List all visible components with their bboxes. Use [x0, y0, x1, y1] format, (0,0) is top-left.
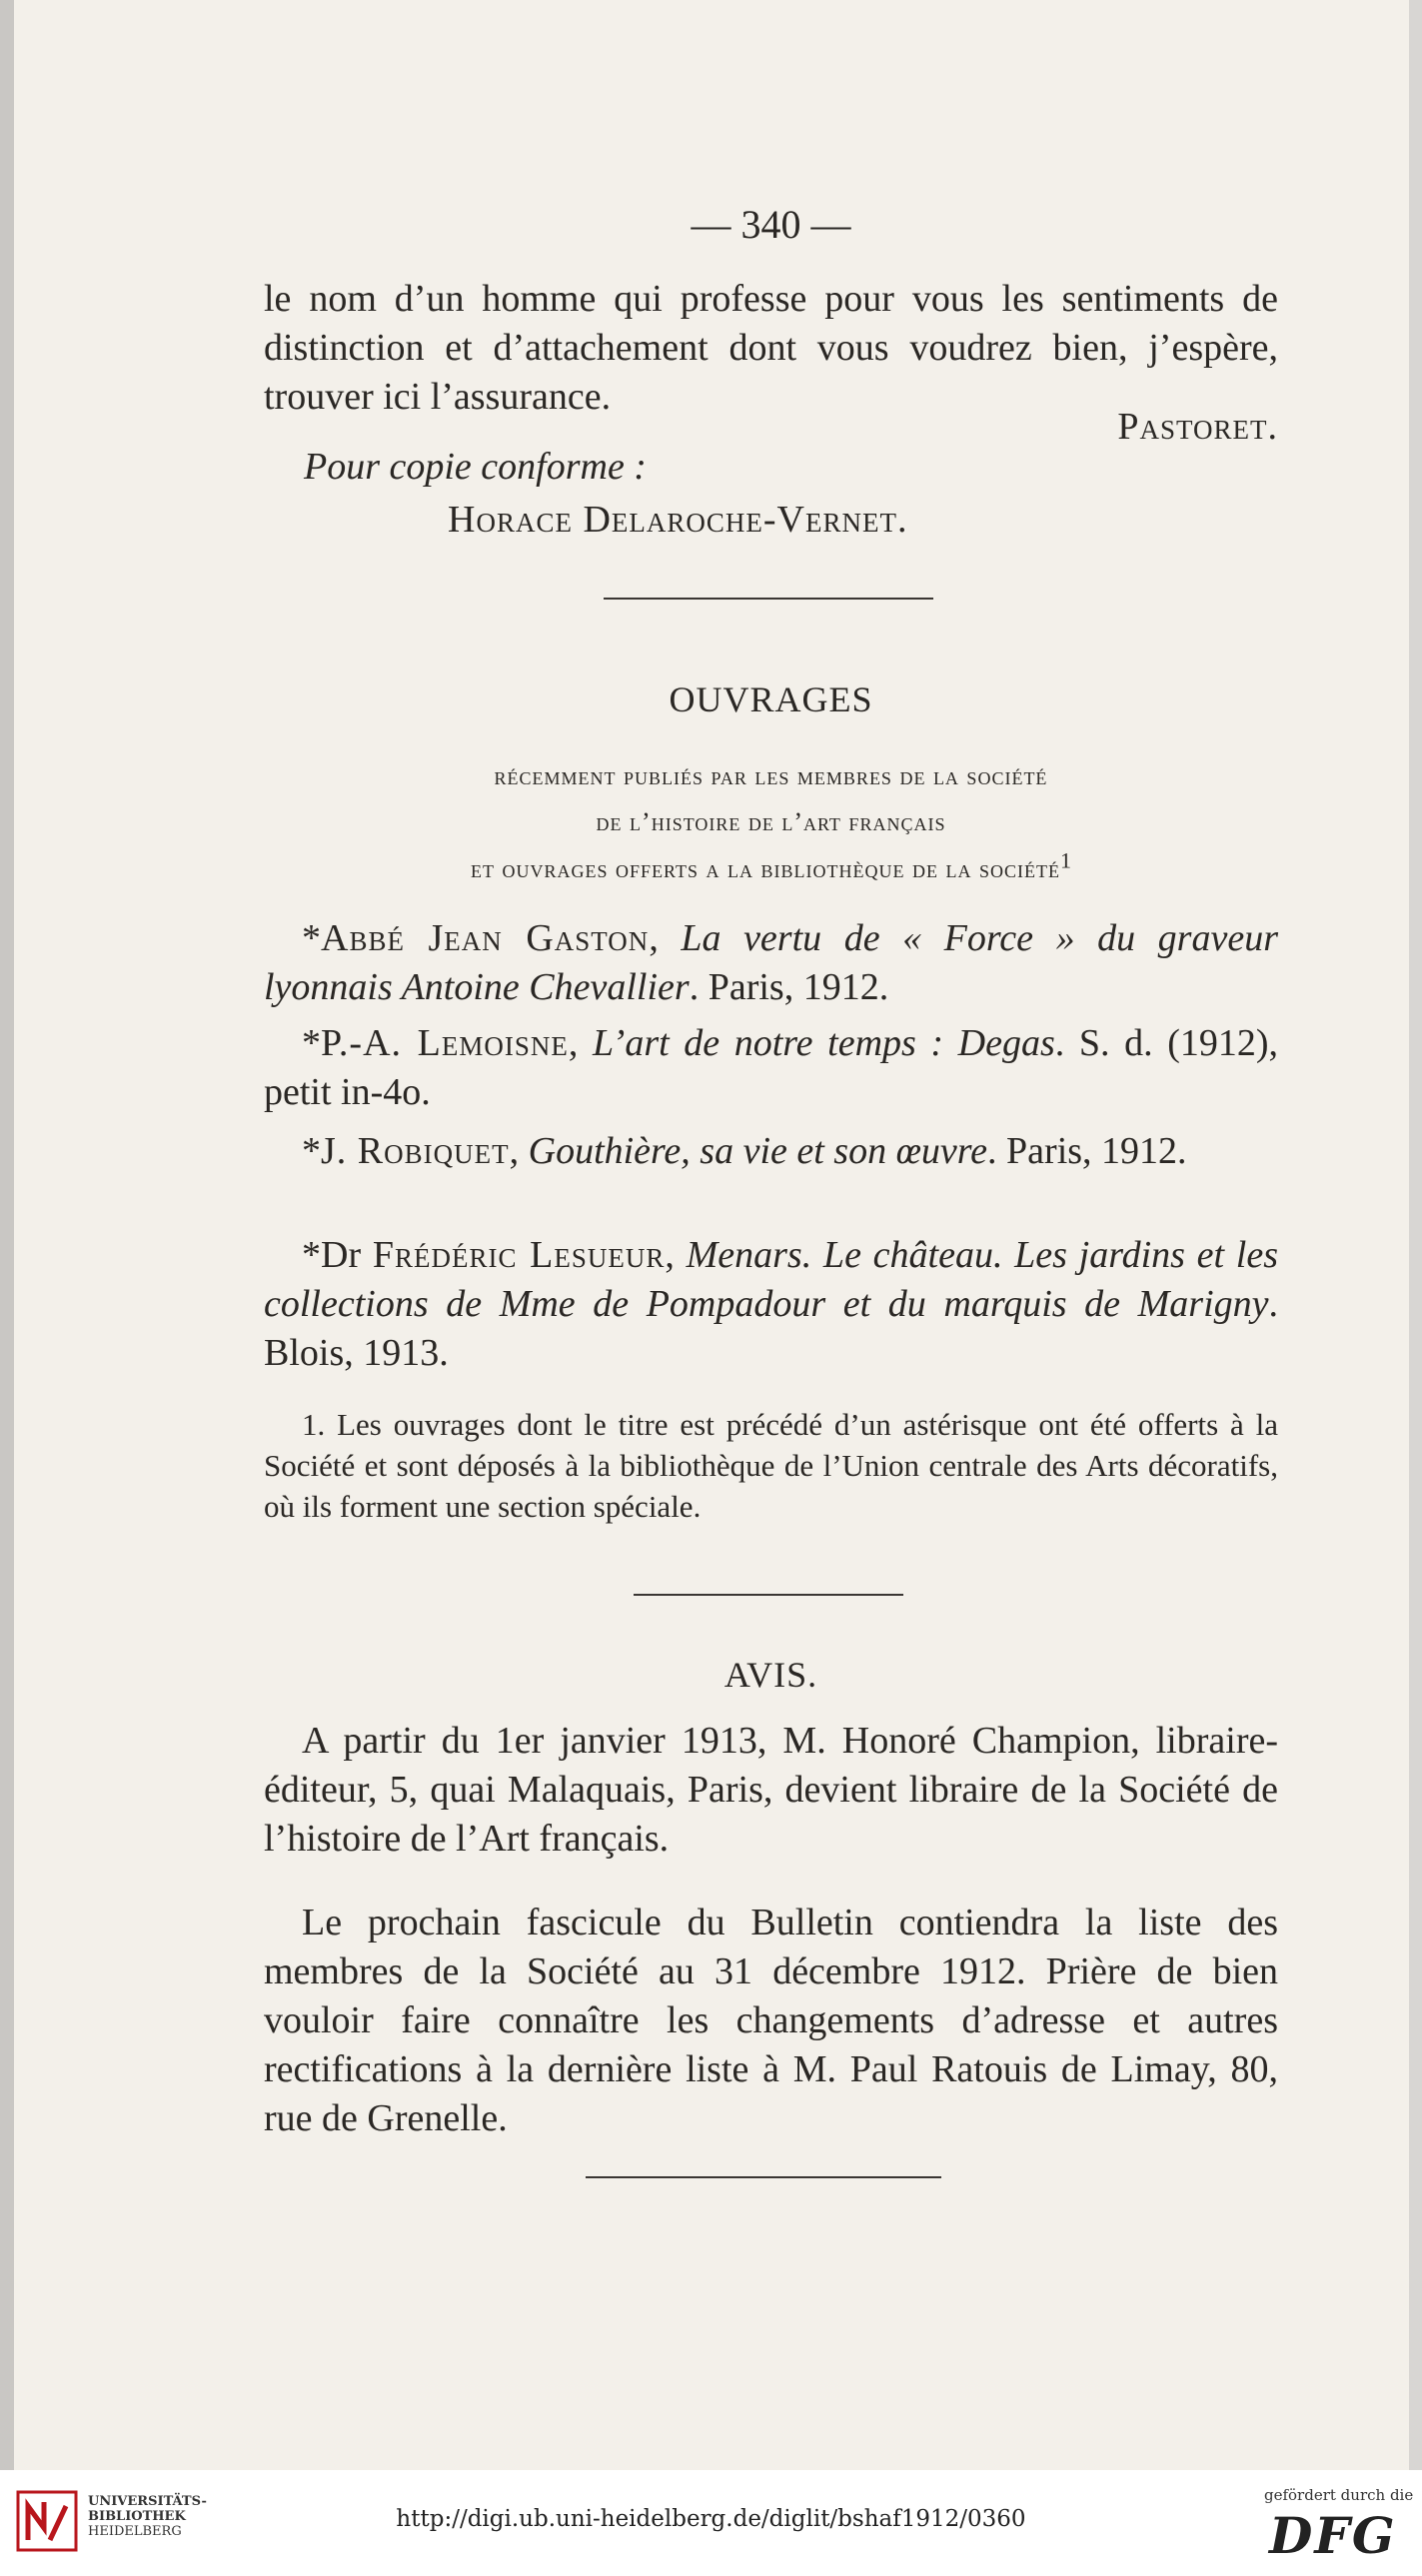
- entry-author: Abbé Jean Gaston: [321, 917, 650, 959]
- footnote-mark: 1: [1059, 847, 1071, 873]
- entry-lemoisne: *P.-A. Lemoisne, L’art de notre temps : Degas. S. d. (1912), petit in-4o.: [264, 1022, 1279, 1113]
- ouvrages-subtitle-1: récemment publiés par les membres de la société: [494, 761, 1048, 790]
- asterisk: *: [302, 917, 321, 959]
- section-divider: [604, 598, 933, 600]
- source-url[interactable]: http://digi.ub.uni-heidelberg.de/diglit/bshaf1912/0360: [396, 2506, 1026, 2532]
- entry-author: Frédéric Lesueur: [372, 1234, 666, 1276]
- funding-caption: gefördert durch die: [1264, 2486, 1414, 2504]
- letter-paragraph: le nom d’un homme qui professe pour vous les sentiments de distinction et d’attachement dont vous voudrez bien, j’espère, trouver ici l’assurance.: [264, 278, 1278, 418]
- end-rule: [586, 2176, 941, 2178]
- asterisk: *: [302, 1234, 321, 1276]
- letter-signature: Pastoret.: [1117, 406, 1278, 448]
- dfg-logo: DFG: [1269, 2506, 1397, 2565]
- entry-gaston: *Abbé Jean Gaston, La vertu de « Force » du graveur lyonnais Antoine Chevallier. Paris, 1912.: [264, 917, 1278, 1008]
- entry-title: L’art de notre temps : Degas: [592, 1022, 1055, 1064]
- entry-lesueur: *Dr Frédéric Lesueur, Menars. Le château. Les jardins et les collections de Mme de Pompadour et du marquis de Marigny. Blois, 1913.: [264, 1234, 1279, 1374]
- entry-robiquet: *J. Robiquet, Gouthière, sa vie et son œuvre. Paris, 1912.: [302, 1130, 1187, 1172]
- ouvrages-title: OUVRAGES: [669, 679, 873, 719]
- entry-title: Gouthière, sa vie et son œuvre: [528, 1130, 988, 1172]
- copy-note: Pour copie conforme :: [304, 446, 647, 488]
- avis-paragraph-1: A partir du 1er janvier 1913, M. Honoré Champion, libraire-éditeur, 5, quai Malaquais, Paris, devient libraire de la Société de l’histoire de l’Art français.: [264, 1720, 1278, 1860]
- entry-details: Paris, 1912.: [1006, 1130, 1187, 1172]
- ouvrages-subtitle-3-row: [264, 844, 1278, 893]
- entry-title: La vertu de « Force » du graveur lyonnais Antoine Chevallier: [264, 917, 1278, 1008]
- page-edge: [0, 0, 14, 2470]
- avis-title: AVIS.: [723, 1655, 818, 1695]
- library-line-3: HEIDELBERG: [88, 2524, 182, 2539]
- entry-details: Blois, 1913.: [264, 1332, 449, 1374]
- copy-signer-row: [448, 496, 1422, 545]
- entry-author: J. Robiquet: [321, 1130, 510, 1172]
- entry-author-prefix: Dr: [321, 1234, 362, 1276]
- page-number: — 340 —: [691, 202, 851, 247]
- library-line-2: BIBLIOTHEK: [88, 2509, 186, 2524]
- entry-author: P.-A. Lemoisne: [321, 1022, 569, 1064]
- entry-details: Paris, 1912.: [708, 966, 889, 1008]
- library-line-1: UNIVERSITÄTS-: [88, 2494, 207, 2509]
- ouvrages-subtitle-2: de l’histoire de l’art français: [596, 807, 946, 836]
- entry-details: S. d. (1912), petit in-4o.: [264, 1022, 1279, 1113]
- asterisk: *: [302, 1022, 321, 1064]
- ouvrages-subtitle-3: et ouvrages offerts a la bibliothèque de la société: [471, 854, 1060, 883]
- avis-paragraph-2: Le prochain fascicule du Bulletin contiendra la liste des membres de la Société au 31 décembre 1912. Prière de bien vouloir faire connaître les changements d’adresse et autres rectifications à la dernière liste à M. Paul Ratouis de Limay, 80, rue de Grenelle.: [264, 1902, 1278, 2139]
- entry-title: Menars. Le château. Les jardins et les collections de Mme de Pompadour et du marquis de Marigny: [264, 1234, 1279, 1325]
- footnote: 1. Les ouvrages dont le titre est précédé d’un astérisque ont été offerts à la Société et sont déposés à la bibliothèque de l’Union centrale des Arts décoratifs, où ils forment une section spéciale.: [264, 1407, 1278, 1524]
- footnote-divider: [634, 1594, 903, 1596]
- asterisk: *: [302, 1130, 321, 1172]
- copy-signer: Horace Delaroche-Vernet.: [448, 499, 908, 541]
